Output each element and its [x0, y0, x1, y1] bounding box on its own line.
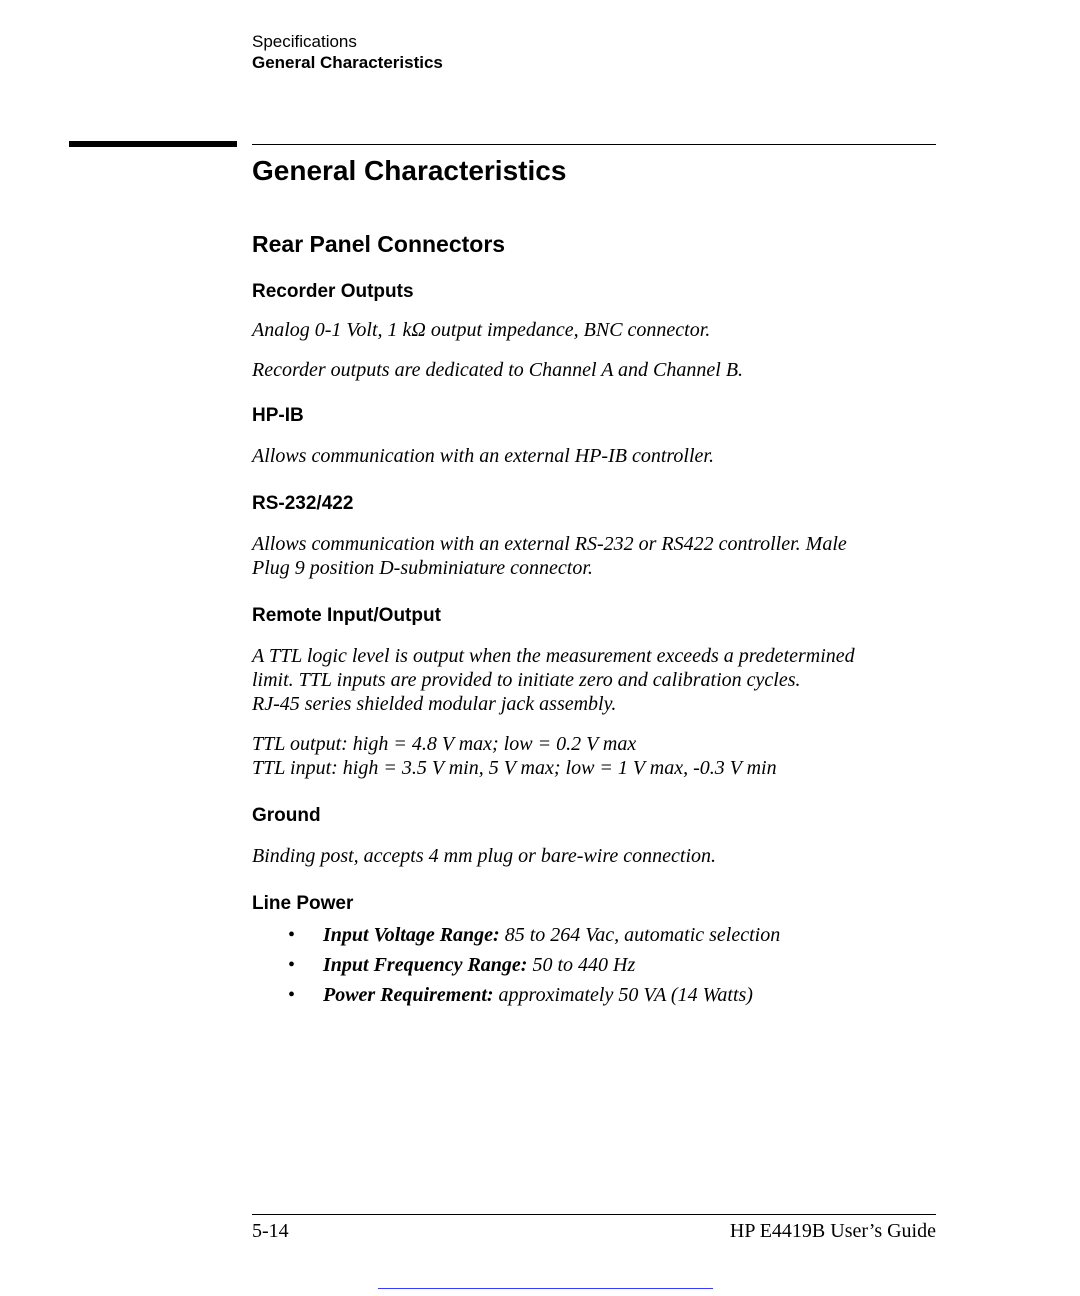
- rs232-text-line-2: Plug 9 position D-subminiature connector.: [252, 557, 593, 579]
- ttl-input-spec: TTL input: high = 3.5 V min, 5 V max; low = 1 V max, -0.3 V min: [252, 757, 777, 779]
- bullet-icon: •: [288, 984, 296, 1006]
- spec-value: 85 to 264 Vac, automatic selection: [499, 924, 781, 946]
- ttl-output-spec: TTL output: high = 4.8 V max; low = 0.2 V max: [252, 733, 637, 755]
- section-marker-bar: [69, 141, 237, 147]
- section-heading: Rear Panel Connectors: [252, 231, 506, 257]
- hpib-text: Allows communication with an external HP-IB controller.: [252, 445, 714, 467]
- spec-value: 50 to 440 Hz: [527, 954, 636, 976]
- page-number: 5-14: [252, 1220, 289, 1242]
- heading-recorder-outputs: Recorder Outputs: [252, 281, 414, 302]
- footer-rule: [252, 1214, 936, 1215]
- remote-text-line-2: limit. TTL inputs are provided to initiate zero and calibration cycles.: [252, 669, 801, 691]
- heading-ground: Ground: [252, 805, 321, 826]
- spec-label: Input Voltage Range:: [323, 924, 500, 946]
- recorder-text-1: Analog 0-1 Volt, 1 kΩ output impedance, BNC connector.: [252, 319, 711, 341]
- list-item: [252, 980, 936, 1010]
- ground-text: Binding post, accepts 4 mm plug or bare-wire connection.: [252, 845, 717, 867]
- page-content: [252, 154, 936, 1010]
- running-header-subsection: General Characteristics: [252, 53, 443, 72]
- rs232-text-line-1: Allows communication with an external RS-232 or RS422 controller. Male: [252, 533, 847, 555]
- page-title: General Characteristics: [252, 155, 567, 186]
- bottom-link-underline[interactable]: [378, 1288, 713, 1289]
- guide-title: HP E4419B User’s Guide: [729, 1220, 936, 1242]
- remote-text-line-1: A TTL logic level is output when the measurement exceeds a predetermined: [252, 645, 855, 667]
- running-header-section: Specifications: [252, 32, 357, 51]
- bullet-icon: •: [288, 954, 296, 976]
- line-power-list: [252, 920, 936, 1010]
- spec-value: approximately 50 VA (14 Watts): [493, 984, 753, 1006]
- heading-hpib: HP-IB: [252, 405, 304, 426]
- bullet-icon: •: [288, 924, 296, 946]
- list-item: [252, 950, 936, 980]
- spec-label: Power Requirement:: [323, 984, 494, 1006]
- remote-text-line-3: RJ-45 series shielded modular jack assembly.: [252, 693, 617, 715]
- title-rule: [252, 144, 936, 145]
- recorder-text-2: Recorder outputs are dedicated to Channel A and Channel B.: [252, 359, 744, 381]
- list-item: [252, 920, 936, 950]
- heading-line-power: Line Power: [252, 893, 354, 914]
- spec-label: Input Frequency Range:: [323, 954, 528, 976]
- heading-remote-io: Remote Input/Output: [252, 605, 441, 626]
- heading-rs232: RS-232/422: [252, 493, 354, 514]
